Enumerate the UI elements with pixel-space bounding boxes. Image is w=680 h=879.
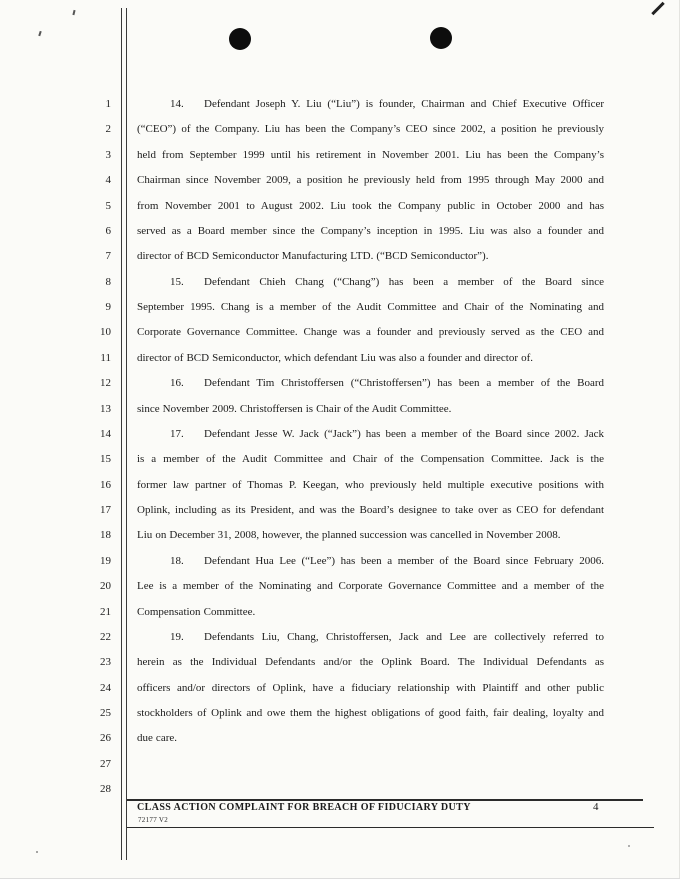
line-number: 12: [100, 377, 111, 390]
paragraph-number: 16.: [170, 377, 184, 390]
text-line-content: Defendant Tim Christoffersen (“Christoffersen”) has been a member of the Board: [204, 377, 604, 390]
text-line-content: Defendant Chieh Chang (“Chang”) has been a member of the Board since: [204, 275, 604, 288]
scan-speck: [38, 31, 41, 36]
line-number: 13: [100, 402, 111, 415]
line-number: 18: [100, 529, 111, 542]
scan-speck: [72, 10, 75, 15]
text-line: [137, 371, 604, 396]
text-line-content: Defendant Jesse W. Jack (“Jack”) has been a member of the Board since 2002. Jack: [204, 427, 604, 440]
text-line: officers and/or directors of Oplink, have a fiduciary relationship with Plaintiff and other public: [137, 681, 604, 694]
line-number: 26: [100, 732, 111, 745]
paragraph-number: 17.: [170, 427, 184, 440]
pleading-left-rule: [121, 8, 127, 860]
text-line-content: Defendant Hua Lee (“Lee”) has been a member of the Board since February 2006.: [204, 554, 604, 567]
line-number: 4: [105, 174, 111, 187]
page-number: 4: [593, 801, 599, 813]
line-number: 11: [100, 351, 111, 364]
line-number: 10: [100, 326, 111, 339]
document-body: [137, 92, 604, 803]
hole-punch-right: [430, 27, 452, 49]
scan-speck: [628, 845, 630, 847]
text-line: [137, 92, 604, 117]
line-number: 1: [105, 98, 111, 110]
line-number: 23: [100, 656, 111, 669]
paragraph-number: 18.: [170, 554, 184, 567]
text-line: (“CEO”) of the Company. Liu has been the Company’s CEO since 2002, a position he previously: [137, 123, 604, 136]
text-line: Lee is a member of the Nominating and Corporate Governance Committee and a member of the: [137, 580, 604, 593]
line-number: 27: [100, 757, 111, 770]
line-number: 14: [100, 427, 111, 440]
text-line: Liu on December 31, 2008, however, the planned succession was cancelled in November 2008.: [137, 529, 561, 542]
text-line: held from September 1999 until his retirement in November 2001. Liu has been the Company’s: [137, 148, 604, 161]
line-number: 24: [100, 681, 111, 694]
text-line: herein as the Individual Defendants and/or the Oplink Board. The Individual Defendants as: [137, 656, 604, 669]
text-line: due care.: [137, 732, 177, 745]
scan-corner-mark: [651, 2, 664, 15]
footer-title: CLASS ACTION COMPLAINT FOR BREACH OF FIDUCIARY DUTY: [137, 802, 471, 813]
text-line: former law partner of Thomas P. Keegan, who previously held multiple executive positions with: [137, 478, 604, 491]
footer-top-rule: [127, 799, 643, 801]
text-line: from November 2001 to August 2002. Liu took the Company public in October 2000 and has: [137, 199, 604, 212]
line-number: 8: [105, 275, 111, 288]
line-number: 9: [105, 301, 111, 313]
line-number: 15: [100, 453, 111, 466]
text-line-content: Defendant Joseph Y. Liu (“Liu”) is founder, Chairman and Chief Executive Officer: [204, 98, 604, 110]
text-line: September 1995. Chang is a member of the Audit Committee and Chair of the Nominating and: [137, 301, 604, 313]
text-line: Corporate Governance Committee. Change was a founder and previously served as the CEO and: [137, 326, 604, 339]
text-line: [137, 625, 604, 650]
line-number: 28: [100, 783, 111, 796]
text-line: stockholders of Oplink and owe them the highest obligations of good faith, fair dealing, loyalty and: [137, 707, 604, 719]
text-line: Compensation Committee.: [137, 605, 256, 618]
paragraph-number: 14.: [170, 98, 184, 110]
footer-doc-id: 72177 V2: [138, 815, 169, 824]
paragraph-number: 19.: [170, 630, 184, 643]
footer-bottom-rule: [127, 827, 654, 828]
text-line: director of BCD Semiconductor Manufacturing LTD. (“BCD Semiconductor”).: [137, 250, 489, 263]
text-line: Oplink, including as its President, and was the Board’s designee to take over as CEO for defendant: [137, 504, 604, 516]
line-number-column: [0, 92, 112, 803]
page-footer: [127, 799, 654, 833]
line-number: 3: [105, 148, 111, 161]
line-number: 6: [105, 224, 111, 237]
text-line: [137, 752, 604, 777]
line-number: 22: [100, 630, 111, 643]
line-number: 5: [105, 199, 111, 212]
text-line: is a member of the Audit Committee and Chair of the Compensation Committee. Jack is the: [137, 453, 604, 466]
text-line: since November 2009. Christoffersen is Chair of the Audit Committee.: [137, 402, 452, 415]
line-number: 16: [100, 478, 111, 491]
scan-speck: [36, 851, 38, 853]
line-number: 2: [105, 123, 111, 136]
text-line: [137, 549, 604, 574]
text-line: [137, 270, 604, 295]
line-number: 25: [100, 707, 111, 719]
paragraph-number: 15.: [170, 275, 184, 288]
hole-punch-left: [229, 28, 251, 50]
text-line-content: Defendants Liu, Chang, Christoffersen, Jack and Lee are collectively referred to: [204, 630, 604, 643]
text-line: served as a Board member since the Company’s inception in 1995. Liu was also a founder and: [137, 224, 604, 237]
text-line: [137, 422, 604, 447]
text-line: director of BCD Semiconductor, which defendant Liu was also a founder and director of.: [137, 351, 533, 364]
line-number: 20: [100, 580, 111, 593]
line-number: 17: [100, 504, 111, 516]
text-line: Chairman since November 2009, a position he previously held from 1995 through May 2000 and: [137, 174, 604, 187]
line-number: 21: [100, 605, 111, 618]
line-number: 19: [100, 554, 111, 567]
line-number: 7: [105, 250, 111, 263]
